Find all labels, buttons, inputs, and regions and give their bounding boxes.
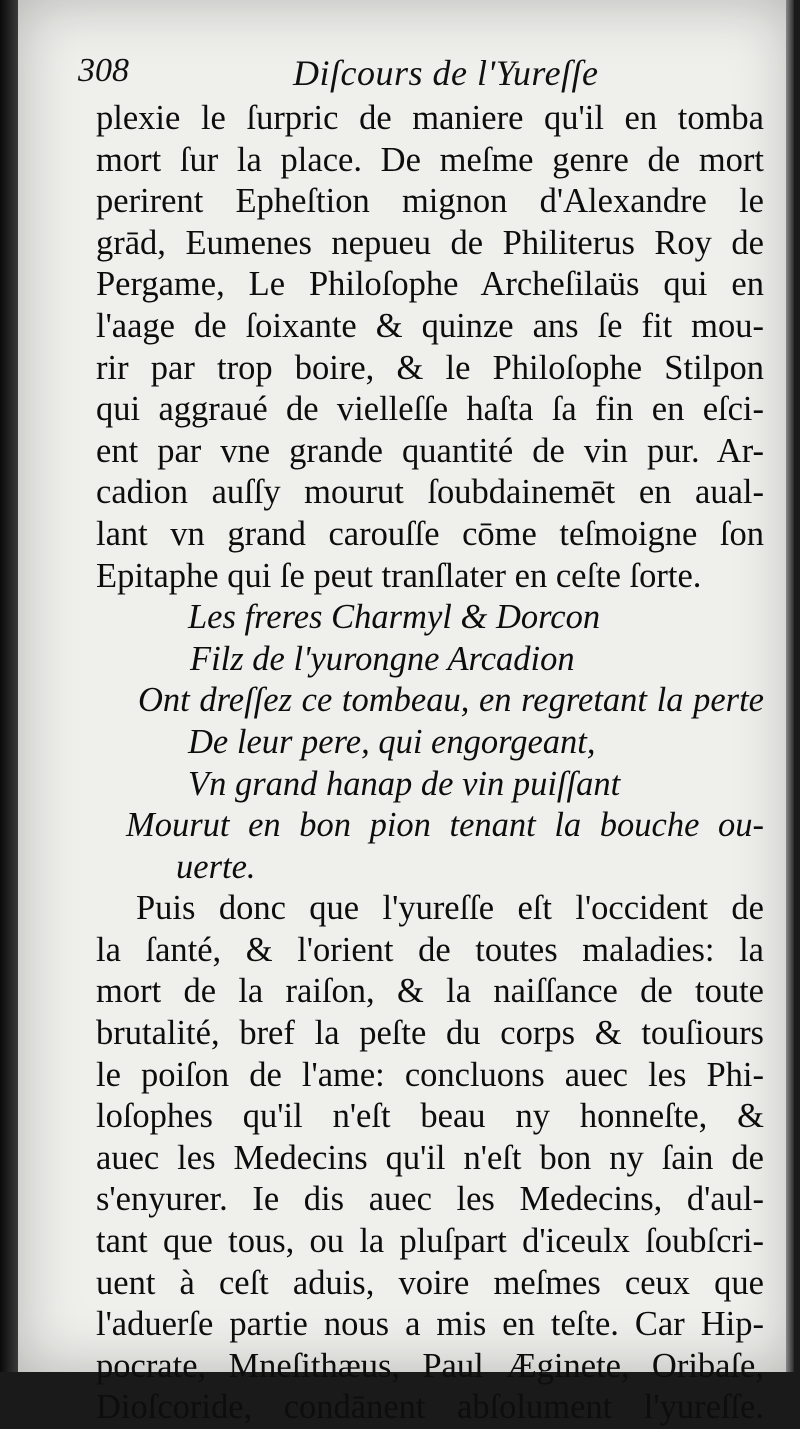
text-line: tant que tous, ou la pluſpart d'iceulx ſoubſcri- xyxy=(96,1222,764,1261)
page-edge xyxy=(786,0,794,1372)
text-line: ent par vne grande quantité de vin pur. Ar- xyxy=(96,431,764,470)
body-text xyxy=(96,98,764,1429)
text-line: brutalité, bref la peſte du corps & touſiours xyxy=(96,1014,764,1053)
text-line: l'aduerſe partie nous a mis en teſte. Car Hip- xyxy=(96,1305,764,1344)
running-head xyxy=(78,52,758,96)
text-line: loſophes qu'il n'eſt beau ny honneſte, & xyxy=(96,1097,764,1136)
verse-line: De leur pere, qui engorgeant, xyxy=(188,722,596,761)
text-line: s'enyurer. Ie dis auec les Medecins, d'aul- xyxy=(96,1180,764,1219)
text-line: qui aggraué de vielleſſe haſta ſa fin en eſci- xyxy=(96,390,764,429)
book-page xyxy=(18,0,794,1427)
verse-line: Vn grand hanap de vin puiſſant xyxy=(188,764,621,803)
text-line: auec les Medecins qu'il n'eſt bon ny ſain de xyxy=(96,1138,764,1177)
text-line: mort ſur la place. De meſme genre de mort xyxy=(96,140,764,179)
book-gutter-shadow xyxy=(0,0,18,1372)
epitaph-verse xyxy=(96,597,764,888)
verse-line: Ont dreſſez ce tombeau, en regretant la perte xyxy=(138,681,764,720)
verse-line: Les freres Charmyl & Dorcon xyxy=(188,598,601,637)
text-line: uent à ceſt aduis, voire meſmes ceux que xyxy=(96,1263,764,1302)
text-line: cadion auſſy mourut ſoubdainemēt en aual- xyxy=(96,473,764,512)
text-line: la ſanté, & l'orient de toutes maladies: la xyxy=(96,930,764,969)
paragraph-1 xyxy=(96,98,764,597)
text-line: lant vn grand carouſſe cōme teſmoigne ſon xyxy=(96,514,764,553)
verse-line: Mourut en bon pion tenant la bouche ou- xyxy=(126,806,764,845)
paragraph-2 xyxy=(96,888,764,1429)
page-title: Diſcours de l'Yureſſe xyxy=(293,53,599,93)
text-line: le poiſon de l'ame: concluons auec les Phi- xyxy=(96,1055,764,1094)
text-line: rir par trop boire, & le Philoſophe Stilpon xyxy=(96,348,764,387)
text-line: Epitaphe qui ſe peut tranſlater en ceſte ſorte. xyxy=(96,556,702,595)
text-line: Puis donc que l'yureſſe eſt l'occident de xyxy=(136,889,764,928)
verse-line: uerte. xyxy=(176,847,256,886)
text-line: l'aage de ſoixante & quinze ans ſe fit mou- xyxy=(96,306,764,345)
text-line: Dioſcoride, condānent abſolument l'yureſſe. xyxy=(96,1388,764,1427)
text-line: Pergame, Le Philoſophe Archeſilaüs qui en xyxy=(96,265,764,304)
text-line: perirent Epheſtion mignon d'Alexandre le xyxy=(96,182,764,221)
text-line: grād, Eumenes nepueu de Philiterus Roy de xyxy=(96,223,764,262)
verse-line: Filz de l'yurongne Arcadion xyxy=(190,639,575,678)
text-line: pocrate, Mneſithæus, Paul Æginete, Oribaſe, xyxy=(96,1346,764,1385)
page-number: 308 xyxy=(78,52,129,89)
text-line: mort de la raiſon, & la naiſſance de toute xyxy=(96,972,764,1011)
text-line: plexie le ſurpric de maniere qu'il en tomba xyxy=(96,99,764,137)
